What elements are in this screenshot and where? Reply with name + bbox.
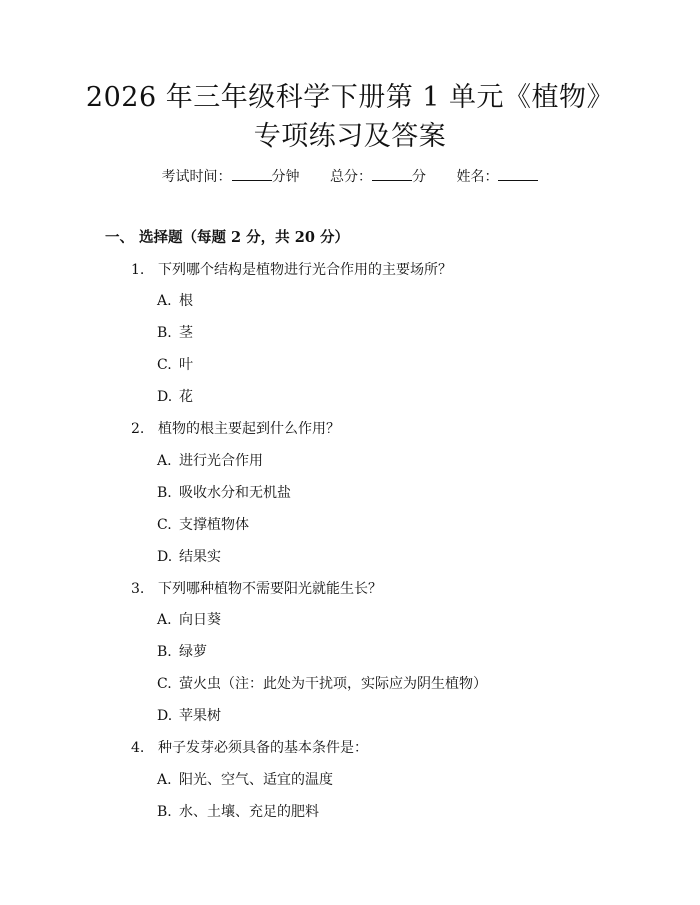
- total-score-field: [330, 166, 426, 188]
- question-1-option-a: [157, 290, 193, 312]
- question-text: 植物的根主要起到什么作用？: [158, 421, 340, 437]
- section-heading: [105, 227, 349, 249]
- question-1: [131, 259, 452, 281]
- question-number: 3.: [131, 581, 145, 597]
- option-text: 叶: [179, 357, 193, 373]
- name-field: [456, 166, 538, 188]
- question-text: 种子发芽必须具备的基本条件是：: [158, 740, 368, 756]
- exam-time-field: [162, 166, 300, 188]
- question-number: 4.: [131, 740, 145, 756]
- section-title: 选择题（每题 2 分，共 20 分）: [139, 229, 349, 246]
- question-2-option-d: [157, 546, 221, 568]
- question-text: 下列哪种植物不需要阳光就能生长？: [158, 581, 382, 597]
- question-3-option-b: [157, 641, 207, 663]
- total-score-unit: 分: [412, 169, 426, 185]
- option-letter: D.: [157, 389, 173, 405]
- option-letter: B.: [157, 325, 172, 341]
- name-blank: [498, 166, 538, 181]
- option-letter: C.: [157, 517, 172, 533]
- option-letter: B.: [157, 804, 172, 820]
- question-3-option-a: [157, 609, 221, 631]
- option-text: 支撑植物体: [179, 517, 249, 533]
- option-letter: D.: [157, 549, 173, 565]
- option-letter: C.: [157, 676, 172, 692]
- question-2-option-b: [157, 482, 291, 504]
- question-3: [131, 578, 382, 600]
- question-4: [131, 737, 368, 759]
- question-4-option-a: [157, 769, 333, 791]
- option-text: 向日葵: [179, 612, 221, 628]
- option-letter: A.: [157, 612, 172, 628]
- question-number: 2.: [131, 421, 145, 437]
- option-text: 水、土壤、充足的肥料: [179, 804, 319, 820]
- document-title: 2026 年三年级科学下册第 1 单元《植物》专项练习及答案: [85, 82, 615, 152]
- option-text: 进行光合作用: [179, 453, 263, 469]
- question-text: 下列哪个结构是植物进行光合作用的主要场所？: [158, 262, 452, 278]
- option-text: 苹果树: [179, 708, 221, 724]
- exam-time-blank: [232, 166, 272, 181]
- total-score-label: 总分：: [330, 169, 372, 185]
- exam-time-label: 考试时间：: [161, 169, 232, 185]
- total-score-blank: [372, 166, 412, 181]
- exam-info-line: [0, 166, 700, 188]
- question-1-option-b: [157, 322, 193, 344]
- section-number: 一、: [105, 229, 134, 246]
- question-1-option-c: [157, 354, 193, 376]
- question-2: [131, 418, 340, 440]
- question-number: 1.: [131, 262, 145, 278]
- option-letter: B.: [157, 644, 172, 660]
- question-2-option-c: [157, 514, 249, 536]
- question-3-option-c: [157, 673, 487, 695]
- option-text: 茎: [179, 325, 193, 341]
- option-text: 萤火虫（注：此处为干扰项，实际应为阴生植物）: [179, 676, 487, 692]
- question-4-option-b: [157, 801, 319, 823]
- name-label: 姓名：: [456, 169, 499, 185]
- option-letter: B.: [157, 485, 172, 501]
- option-text: 阳光、空气、适宜的温度: [179, 772, 333, 788]
- exam-time-unit: 分钟: [271, 169, 300, 185]
- question-1-option-d: [157, 386, 193, 408]
- question-2-option-a: [157, 450, 263, 472]
- option-letter: A.: [157, 453, 172, 469]
- option-letter: D.: [157, 708, 173, 724]
- option-text: 绿萝: [179, 644, 207, 660]
- option-letter: A.: [157, 293, 172, 309]
- option-letter: A.: [157, 772, 172, 788]
- option-text: 吸收水分和无机盐: [179, 485, 291, 501]
- option-letter: C.: [157, 357, 172, 373]
- option-text: 结果实: [179, 549, 221, 565]
- option-text: 花: [179, 389, 193, 405]
- option-text: 根: [179, 293, 193, 309]
- question-3-option-d: [157, 705, 221, 727]
